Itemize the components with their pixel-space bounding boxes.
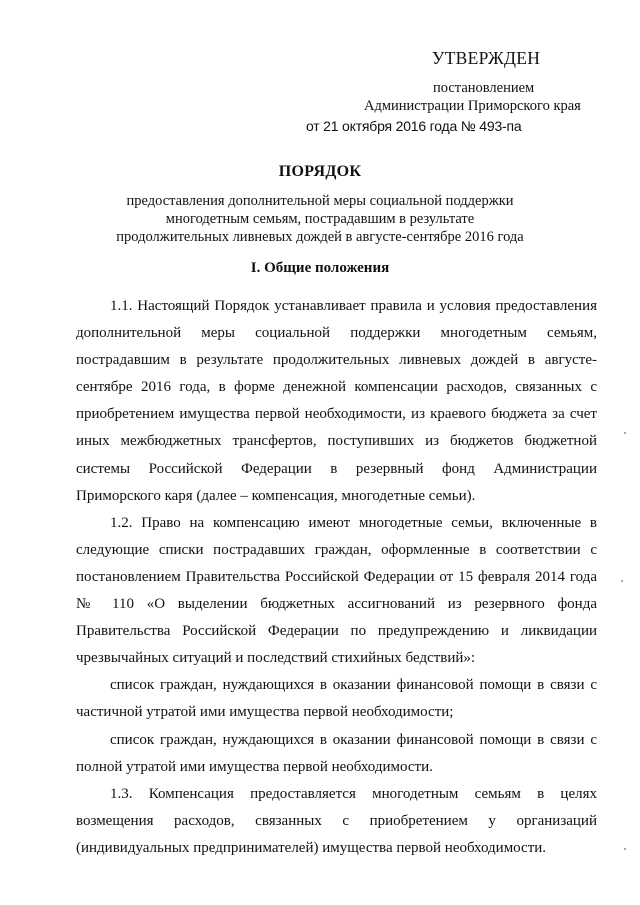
scan-mark xyxy=(621,580,623,582)
paragraph-1-1: 1.1. Настоящий Порядок устанавливает правила и условия предоставления дополнительной меры социальной поддержки многодетным семьям, пострадавшим в результате продолжительных ливневых дождей в августе-сентябре 2016 года, в форме денежной компенсации расходов, связанных с приобретением имущества первой необходимости, из краевого бюджета за счет иных межбюджетных трансфертов, поступивших из бюджетов бюджетной системы Российской Федерации в резервный фонд Администрации Приморского каря (далее – компенсация, многодетные семьи). xyxy=(76,298,597,504)
scan-mark xyxy=(624,432,626,434)
list-item-full-loss: список граждан, нуждающихся в оказании финансовой помощи в связи с полной утратой ими имущества первой необходимости. xyxy=(76,731,597,775)
list-item-partial-loss: список граждан, нуждающихся в оказании финансовой помощи в связи с частичной утратой ими имущества первой необходимости; xyxy=(76,677,597,721)
document-body xyxy=(76,293,597,862)
scan-mark xyxy=(624,848,626,850)
subtitle-line: предоставления дополнительной меры социальной поддержки xyxy=(126,193,514,209)
approval-line-2: Администрации Приморского края xyxy=(364,98,581,114)
section-heading: I. Общие положения xyxy=(250,260,390,276)
approval-line-1: постановлением xyxy=(433,80,535,96)
document-subtitle xyxy=(0,192,640,246)
approval-title: УТВЕРЖДЕН xyxy=(432,48,541,68)
document-title: ПОРЯДОК xyxy=(278,163,362,180)
subtitle-line: продолжительных ливневых дождей в августе-сентябре 2016 года xyxy=(116,229,524,245)
paragraph-1-3: 1.3. Компенсация предоставляется многодетным семьям в целях возмещения расходов, связанных с приобретением у организаций (индивидуальных предпринимателей) имущества первой необходимости. xyxy=(76,785,597,856)
paragraph-1-2: 1.2. Право на компенсацию имеют многодетные семьи, включенные в следующие списки пострадавших граждан, оформленные в соответствии с постановлением Правительства Российской Федерации от 15 февраля 2014 года № 110 «О выделении бюджетных ассигнований из резервного фонда Правительства Российской Федерации по предупреждению и ликвидации чрезвычайных ситуаций и последствий стихийных бедствий»: xyxy=(76,514,597,667)
subtitle-line: многодетным семьям, пострадавшим в результате xyxy=(165,211,475,227)
approval-date-line: от 21 октября 2016 года № 493-па xyxy=(306,118,522,134)
